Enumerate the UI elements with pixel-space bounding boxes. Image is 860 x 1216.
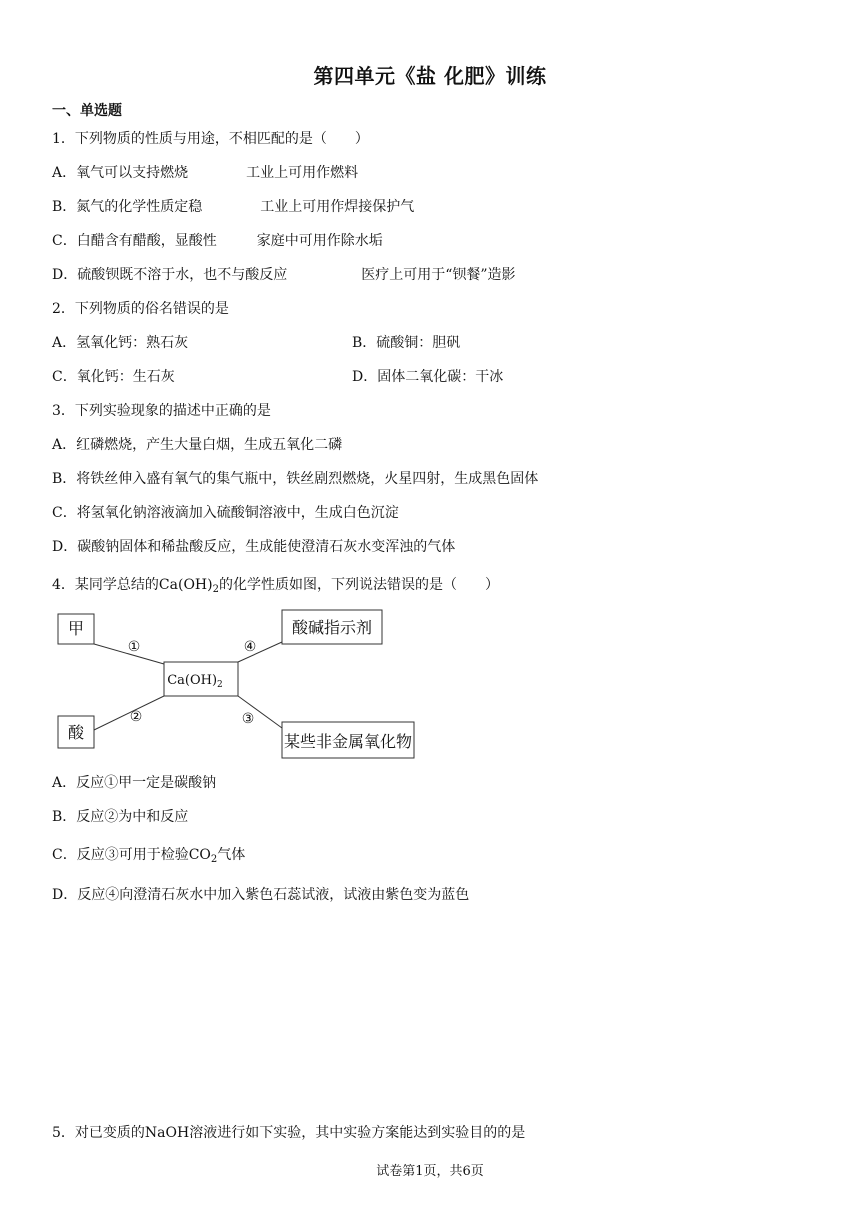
q1-option-a-property: A．氧气可以支持燃烧 <box>52 165 189 181</box>
label-acid: 酸 <box>67 723 85 742</box>
label-caoh2 <box>167 673 223 690</box>
question-4-stem <box>52 574 499 594</box>
q1-option-b-use: 工业上可用作焊接保护气 <box>260 199 415 215</box>
q4-option-c-subscript: 2 <box>210 854 218 865</box>
section-heading: 一、单选题 <box>52 103 122 119</box>
q1-option-a <box>52 162 358 182</box>
q2-option-b: B．硫酸铜：胆矾 <box>352 335 461 351</box>
q4-option-c <box>52 844 245 864</box>
label-caoh2-base: Ca(OH) <box>167 673 218 688</box>
q1-option-d-property: D．硫酸钡既不溶于水，也不与酸反应 <box>52 267 288 283</box>
q1-option-d <box>52 264 516 284</box>
question-5-stem: 5．对已变质的NaOH溶液进行如下实验，其中实验方案能达到实验目的的是 <box>52 1125 526 1141</box>
q4-formula-subscript: 2 <box>212 584 219 595</box>
q4-formula-base: Ca(OH) <box>158 577 213 593</box>
q3-option-a: A．红磷燃烧，产生大量白烟，生成五氧化二磷 <box>52 437 343 453</box>
q1-option-d-use: 医疗上可用于“钡餐”造影 <box>361 267 516 283</box>
label-reaction-3: ③ <box>241 711 255 727</box>
q2-option-c: C．氧化钙：生石灰 <box>52 369 175 385</box>
label-reaction-1: ① <box>127 639 141 655</box>
label-caoh2-subscript: 2 <box>217 680 223 690</box>
q4-stem-suffix: 的化学性质如图，下列说法错误的是（ ） <box>218 577 499 593</box>
q3-option-b: B．将铁丝伸入盛有氧气的集气瓶中，铁丝剧烈燃烧，火星四射，生成黑色固体 <box>52 471 539 487</box>
q4-option-d: D．反应④向澄清石灰水中加入紫色石蕊试液，试液由紫色变为蓝色 <box>52 887 470 903</box>
caoh2-property-diagram <box>52 606 422 762</box>
q2-option-d: D．固体二氧化碳：干冰 <box>352 369 504 385</box>
q1-option-b-property: B．氮气的化学性质定稳 <box>52 199 203 215</box>
label-indicator: 酸碱指示剂 <box>291 618 373 637</box>
q4-formula <box>159 577 219 593</box>
label-jia: 甲 <box>67 619 85 638</box>
q1-option-b <box>52 196 414 216</box>
q4-option-c-suffix: 气体 <box>217 847 246 863</box>
q1-option-c-property: C．白醋含有醋酸，显酸性 <box>52 233 217 249</box>
q1-option-a-use: 工业上可用作燃料 <box>246 165 359 181</box>
q2-option-a: A．氢氧化钙：熟石灰 <box>52 335 189 351</box>
question-2-stem: 2．下列物质的俗名错误的是 <box>52 301 229 317</box>
label-reaction-4: ④ <box>243 639 257 655</box>
q1-option-c <box>52 230 383 250</box>
question-3-stem: 3．下列实验现象的描述中正确的是 <box>52 403 271 419</box>
question-1-stem: 1．下列物质的性质与用途，不相匹配的是（ ） <box>52 131 369 147</box>
q4-option-a: A．反应①甲一定是碳酸钠 <box>52 775 217 791</box>
page-title: 第四单元《盐 化肥》训练 <box>313 64 547 88</box>
q3-option-d: D．碳酸钠固体和稀盐酸反应，生成能使澄清石灰水变浑浊的气体 <box>52 539 456 555</box>
q1-option-c-use: 家庭中可用作除水垢 <box>256 233 383 249</box>
label-reaction-2: ② <box>129 709 143 725</box>
q4-option-b: B．反应②为中和反应 <box>52 809 189 825</box>
label-oxide: 某些非金属氧化物 <box>283 732 413 751</box>
q4-option-c-prefix: C．反应③可用于检验CO <box>52 847 211 863</box>
q3-option-c: C．将氢氧化钠溶液滴加入硫酸铜溶液中，生成白色沉淀 <box>52 505 399 521</box>
q4-stem-prefix: 4．某同学总结的 <box>52 577 159 593</box>
page-footer: 试卷第1页，共6页 <box>376 1164 484 1179</box>
